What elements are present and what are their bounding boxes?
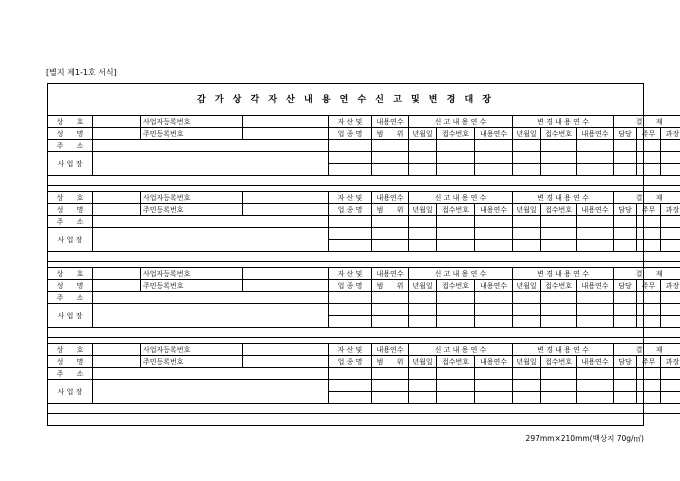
- approval-officer-header: 담당: [614, 204, 637, 216]
- entry-cell[interactable]: [329, 152, 372, 164]
- entry-cell[interactable]: [513, 368, 541, 380]
- entry-cell[interactable]: [637, 164, 661, 176]
- block-spacer: [48, 328, 680, 338]
- entry-cell[interactable]: [541, 380, 577, 392]
- entry-cell[interactable]: [437, 380, 475, 392]
- register-frame: [47, 83, 680, 426]
- entry-cell[interactable]: [614, 228, 637, 240]
- entry-cell[interactable]: [372, 380, 409, 392]
- entry-cell[interactable]: [661, 392, 680, 404]
- report-receipt-no-header: 접수번호: [437, 128, 475, 140]
- report-useful-life-header: 신 고 내 용 연 수: [409, 116, 513, 128]
- form-number-label: [별지 제1-1호 서식]: [46, 68, 117, 77]
- entry-cell[interactable]: [409, 216, 437, 228]
- entry-cell[interactable]: [541, 304, 577, 316]
- entry-cell[interactable]: [614, 316, 637, 328]
- entry-cell[interactable]: [614, 292, 637, 304]
- change-receipt-no-header: 접수번호: [541, 280, 577, 292]
- approval-manager-header: 주무: [637, 204, 661, 216]
- report-life-header: 내용연수: [475, 356, 513, 368]
- business-reg-no-label: 사업자등록번호: [141, 344, 243, 356]
- scope-label: 범 위: [372, 356, 409, 368]
- entry-cell[interactable]: [513, 216, 541, 228]
- entry-cell[interactable]: [409, 392, 437, 404]
- entry-cell[interactable]: [513, 228, 541, 240]
- resident-reg-no-value[interactable]: [243, 356, 329, 368]
- entry-cell[interactable]: [661, 240, 680, 252]
- report-date-header: 년월일: [409, 204, 437, 216]
- entry-cell[interactable]: [329, 216, 372, 228]
- entry-cell[interactable]: [637, 152, 661, 164]
- entry-cell[interactable]: [437, 292, 475, 304]
- entry-cell[interactable]: [577, 228, 614, 240]
- workplace-label: 사 업 장: [48, 304, 93, 328]
- block-spacer: [48, 176, 680, 186]
- name-value[interactable]: [93, 280, 141, 292]
- name-label: 성 명: [48, 280, 93, 292]
- workplace-label: 사 업 장: [48, 228, 93, 252]
- approval-manager-header: 주무: [637, 356, 661, 368]
- entry-cell[interactable]: [329, 368, 372, 380]
- change-life-header: 내용연수: [577, 280, 614, 292]
- name-label: 성 명: [48, 356, 93, 368]
- change-useful-life-header: 변 경 내 용 연 수: [513, 268, 614, 280]
- useful-life-label: 내용연수: [372, 344, 409, 356]
- business-reg-no-label: 사업자등록번호: [141, 268, 243, 280]
- business-reg-no-value[interactable]: [243, 192, 329, 204]
- address-value[interactable]: [93, 292, 329, 304]
- change-life-header: 내용연수: [577, 356, 614, 368]
- entry-cell[interactable]: [577, 380, 614, 392]
- entry-cell[interactable]: [437, 240, 475, 252]
- register-block: [47, 115, 680, 186]
- entry-cell[interactable]: [372, 304, 409, 316]
- paper-spec-note: 297mm×210mm(백상지 70g/㎡): [525, 434, 644, 443]
- entry-cell[interactable]: [409, 292, 437, 304]
- entry-cell[interactable]: [577, 292, 614, 304]
- workplace-value[interactable]: [93, 228, 329, 252]
- entry-cell[interactable]: [541, 392, 577, 404]
- approval-manager-header: 주무: [637, 128, 661, 140]
- entry-cell[interactable]: [637, 140, 661, 152]
- change-useful-life-header: 변 경 내 용 연 수: [513, 344, 614, 356]
- entry-cell[interactable]: [577, 368, 614, 380]
- entry-cell[interactable]: [614, 164, 637, 176]
- workplace-value[interactable]: [93, 380, 329, 404]
- entry-cell[interactable]: [437, 140, 475, 152]
- entry-cell[interactable]: [513, 380, 541, 392]
- report-date-header: 년월일: [409, 280, 437, 292]
- entry-cell[interactable]: [637, 240, 661, 252]
- entry-cell[interactable]: [329, 292, 372, 304]
- name-value[interactable]: [93, 204, 141, 216]
- entry-cell[interactable]: [475, 216, 513, 228]
- report-receipt-no-header: 접수번호: [437, 280, 475, 292]
- change-useful-life-header: 변 경 내 용 연 수: [513, 192, 614, 204]
- address-label: 주 소: [48, 292, 93, 304]
- approval-officer-header: 담당: [614, 356, 637, 368]
- entry-cell[interactable]: [475, 304, 513, 316]
- change-life-header: 내용연수: [577, 204, 614, 216]
- entry-cell[interactable]: [661, 164, 680, 176]
- approval-manager-header: 주무: [637, 280, 661, 292]
- scope-label: 범 위: [372, 128, 409, 140]
- business-type-label: 업 종 명: [329, 356, 372, 368]
- entry-cell[interactable]: [541, 292, 577, 304]
- entry-cell[interactable]: [637, 292, 661, 304]
- entry-cell[interactable]: [437, 392, 475, 404]
- report-life-header: 내용연수: [475, 204, 513, 216]
- report-receipt-no-header: 접수번호: [437, 204, 475, 216]
- trade-name-value[interactable]: [93, 192, 141, 204]
- entry-cell[interactable]: [475, 140, 513, 152]
- address-label: 주 소: [48, 216, 93, 228]
- entry-cell[interactable]: [661, 316, 680, 328]
- entry-cell[interactable]: [372, 316, 409, 328]
- report-life-header: 내용연수: [475, 128, 513, 140]
- entry-cell[interactable]: [409, 304, 437, 316]
- change-date-header: 년월일: [513, 204, 541, 216]
- business-reg-no-label: 사업자등록번호: [141, 116, 243, 128]
- change-receipt-no-header: 접수번호: [541, 128, 577, 140]
- entry-cell[interactable]: [577, 164, 614, 176]
- entry-cell[interactable]: [437, 164, 475, 176]
- name-label: 성 명: [48, 204, 93, 216]
- entry-cell[interactable]: [409, 368, 437, 380]
- asset-and-label: 자 산 및: [329, 192, 372, 204]
- entry-cell[interactable]: [637, 316, 661, 328]
- address-label: 주 소: [48, 140, 93, 152]
- entry-cell[interactable]: [437, 216, 475, 228]
- name-value[interactable]: [93, 356, 141, 368]
- approval-header: 결 재: [614, 192, 680, 204]
- entry-cell[interactable]: [437, 152, 475, 164]
- entry-cell[interactable]: [577, 140, 614, 152]
- report-date-header: 년월일: [409, 128, 437, 140]
- report-useful-life-header: 신 고 내 용 연 수: [409, 192, 513, 204]
- entry-cell[interactable]: [637, 216, 661, 228]
- approval-officer-header: 담당: [614, 280, 637, 292]
- change-date-header: 년월일: [513, 128, 541, 140]
- entry-cell[interactable]: [577, 240, 614, 252]
- useful-life-label: 내용연수: [372, 116, 409, 128]
- entry-cell[interactable]: [409, 164, 437, 176]
- entry-cell[interactable]: [637, 392, 661, 404]
- entry-cell[interactable]: [475, 152, 513, 164]
- register-block: [47, 267, 680, 338]
- report-useful-life-header: 신 고 내 용 연 수: [409, 344, 513, 356]
- resident-reg-no-value[interactable]: [243, 204, 329, 216]
- entry-cell[interactable]: [372, 164, 409, 176]
- entry-cell[interactable]: [637, 368, 661, 380]
- entry-cell[interactable]: [513, 164, 541, 176]
- address-value[interactable]: [93, 216, 329, 228]
- approval-header: 결 재: [614, 116, 680, 128]
- entry-cell[interactable]: [541, 368, 577, 380]
- entry-cell[interactable]: [541, 152, 577, 164]
- entry-cell[interactable]: [637, 228, 661, 240]
- entry-cell[interactable]: [329, 380, 372, 392]
- entry-cell[interactable]: [372, 292, 409, 304]
- workplace-value[interactable]: [93, 304, 329, 328]
- entry-cell[interactable]: [513, 392, 541, 404]
- entry-cell[interactable]: [661, 216, 680, 228]
- entry-cell[interactable]: [329, 164, 372, 176]
- asset-and-label: 자 산 및: [329, 344, 372, 356]
- report-life-header: 내용연수: [475, 280, 513, 292]
- entry-cell[interactable]: [541, 316, 577, 328]
- entry-cell[interactable]: [409, 380, 437, 392]
- approval-officer-header: 담당: [614, 128, 637, 140]
- entry-cell[interactable]: [577, 152, 614, 164]
- scope-label: 범 위: [372, 204, 409, 216]
- resident-reg-no-label: 주민등록번호: [141, 280, 243, 292]
- entry-cell[interactable]: [577, 304, 614, 316]
- entry-cell[interactable]: [614, 380, 637, 392]
- resident-reg-no-value[interactable]: [243, 128, 329, 140]
- change-life-header: 내용연수: [577, 128, 614, 140]
- entry-cell[interactable]: [513, 304, 541, 316]
- entry-cell[interactable]: [614, 368, 637, 380]
- trade-name-label: 상 호: [48, 192, 93, 204]
- asset-and-label: 자 산 및: [329, 268, 372, 280]
- workplace-label: 사 업 장: [48, 152, 93, 176]
- useful-life-label: 내용연수: [372, 192, 409, 204]
- entry-cell[interactable]: [614, 216, 637, 228]
- entry-cell[interactable]: [475, 380, 513, 392]
- business-type-label: 업 종 명: [329, 280, 372, 292]
- entry-cell[interactable]: [437, 316, 475, 328]
- entry-cell[interactable]: [409, 240, 437, 252]
- address-value[interactable]: [93, 368, 329, 380]
- entry-cell[interactable]: [541, 140, 577, 152]
- entry-cell[interactable]: [409, 152, 437, 164]
- business-reg-no-label: 사업자등록번호: [141, 192, 243, 204]
- resident-reg-no-label: 주민등록번호: [141, 128, 243, 140]
- entry-cell[interactable]: [329, 240, 372, 252]
- name-value[interactable]: [93, 128, 141, 140]
- approval-chief-header: 과장: [661, 128, 680, 140]
- entry-cell[interactable]: [329, 228, 372, 240]
- entry-cell[interactable]: [661, 304, 680, 316]
- entry-cell[interactable]: [475, 368, 513, 380]
- entry-cell[interactable]: [475, 316, 513, 328]
- entry-cell[interactable]: [577, 316, 614, 328]
- change-receipt-no-header: 접수번호: [541, 356, 577, 368]
- entry-cell[interactable]: [372, 216, 409, 228]
- entry-cell[interactable]: [661, 292, 680, 304]
- block-spacer: [48, 404, 680, 414]
- change-date-header: 년월일: [513, 356, 541, 368]
- entry-cell[interactable]: [475, 228, 513, 240]
- entry-cell[interactable]: [437, 228, 475, 240]
- entry-cell[interactable]: [329, 304, 372, 316]
- trade-name-label: 상 호: [48, 344, 93, 356]
- address-label: 주 소: [48, 368, 93, 380]
- entry-cell[interactable]: [661, 380, 680, 392]
- entry-cell[interactable]: [661, 228, 680, 240]
- business-reg-no-value[interactable]: [243, 268, 329, 280]
- entry-cell[interactable]: [409, 140, 437, 152]
- block-spacer: [48, 252, 680, 262]
- approval-chief-header: 과장: [661, 356, 680, 368]
- entry-cell[interactable]: [637, 380, 661, 392]
- report-receipt-no-header: 접수번호: [437, 356, 475, 368]
- entry-cell[interactable]: [513, 292, 541, 304]
- trade-name-value[interactable]: [93, 344, 141, 356]
- trade-name-value[interactable]: [93, 116, 141, 128]
- trade-name-label: 상 호: [48, 268, 93, 280]
- entry-cell[interactable]: [372, 228, 409, 240]
- workplace-value[interactable]: [93, 152, 329, 176]
- business-type-label: 업 종 명: [329, 204, 372, 216]
- entry-cell[interactable]: [614, 152, 637, 164]
- entry-cell[interactable]: [661, 140, 680, 152]
- register-block: [47, 343, 680, 414]
- entry-cell[interactable]: [475, 164, 513, 176]
- entry-cell[interactable]: [372, 392, 409, 404]
- business-reg-no-value[interactable]: [243, 344, 329, 356]
- entry-cell[interactable]: [372, 152, 409, 164]
- business-reg-no-value[interactable]: [243, 116, 329, 128]
- trade-name-label: 상 호: [48, 116, 93, 128]
- report-date-header: 년월일: [409, 356, 437, 368]
- entry-cell[interactable]: [437, 368, 475, 380]
- entry-cell[interactable]: [637, 304, 661, 316]
- approval-header: 결 재: [614, 268, 680, 280]
- entry-cell[interactable]: [513, 152, 541, 164]
- entry-cell[interactable]: [475, 240, 513, 252]
- entry-cell[interactable]: [513, 240, 541, 252]
- entry-cell[interactable]: [372, 240, 409, 252]
- address-value[interactable]: [93, 140, 329, 152]
- entry-cell[interactable]: [372, 140, 409, 152]
- workplace-label: 사 업 장: [48, 380, 93, 404]
- useful-life-label: 내용연수: [372, 268, 409, 280]
- resident-reg-no-label: 주민등록번호: [141, 204, 243, 216]
- report-useful-life-header: 신 고 내 용 연 수: [409, 268, 513, 280]
- approval-chief-header: 과장: [661, 280, 680, 292]
- entry-cell[interactable]: [329, 316, 372, 328]
- entry-cell[interactable]: [541, 240, 577, 252]
- entry-cell[interactable]: [614, 240, 637, 252]
- entry-cell[interactable]: [661, 152, 680, 164]
- change-receipt-no-header: 접수번호: [541, 204, 577, 216]
- entry-cell[interactable]: [475, 392, 513, 404]
- name-label: 성 명: [48, 128, 93, 140]
- scope-label: 범 위: [372, 280, 409, 292]
- trade-name-value[interactable]: [93, 268, 141, 280]
- asset-and-label: 자 산 및: [329, 116, 372, 128]
- change-date-header: 년월일: [513, 280, 541, 292]
- entry-cell[interactable]: [372, 368, 409, 380]
- approval-header: 결 재: [614, 344, 680, 356]
- entry-cell[interactable]: [409, 228, 437, 240]
- entry-cell[interactable]: [614, 140, 637, 152]
- entry-cell[interactable]: [614, 304, 637, 316]
- entry-cell[interactable]: [513, 316, 541, 328]
- change-useful-life-header: 변 경 내 용 연 수: [513, 116, 614, 128]
- entry-cell[interactable]: [513, 140, 541, 152]
- entry-cell[interactable]: [329, 140, 372, 152]
- register-block: [47, 191, 680, 262]
- entry-cell[interactable]: [614, 392, 637, 404]
- entry-cell[interactable]: [475, 292, 513, 304]
- resident-reg-no-value[interactable]: [243, 280, 329, 292]
- entry-cell[interactable]: [437, 304, 475, 316]
- entry-cell[interactable]: [577, 392, 614, 404]
- entry-cell[interactable]: [329, 392, 372, 404]
- entry-cell[interactable]: [577, 216, 614, 228]
- resident-reg-no-label: 주민등록번호: [141, 356, 243, 368]
- entry-cell[interactable]: [541, 228, 577, 240]
- entry-cell[interactable]: [661, 368, 680, 380]
- form-title: 감 가 상 각 자 산 내 용 연 수 신 고 및 변 경 대 장: [197, 95, 494, 105]
- approval-chief-header: 과장: [661, 204, 680, 216]
- entry-cell[interactable]: [409, 316, 437, 328]
- entry-cell[interactable]: [541, 164, 577, 176]
- business-type-label: 업 종 명: [329, 128, 372, 140]
- entry-cell[interactable]: [541, 216, 577, 228]
